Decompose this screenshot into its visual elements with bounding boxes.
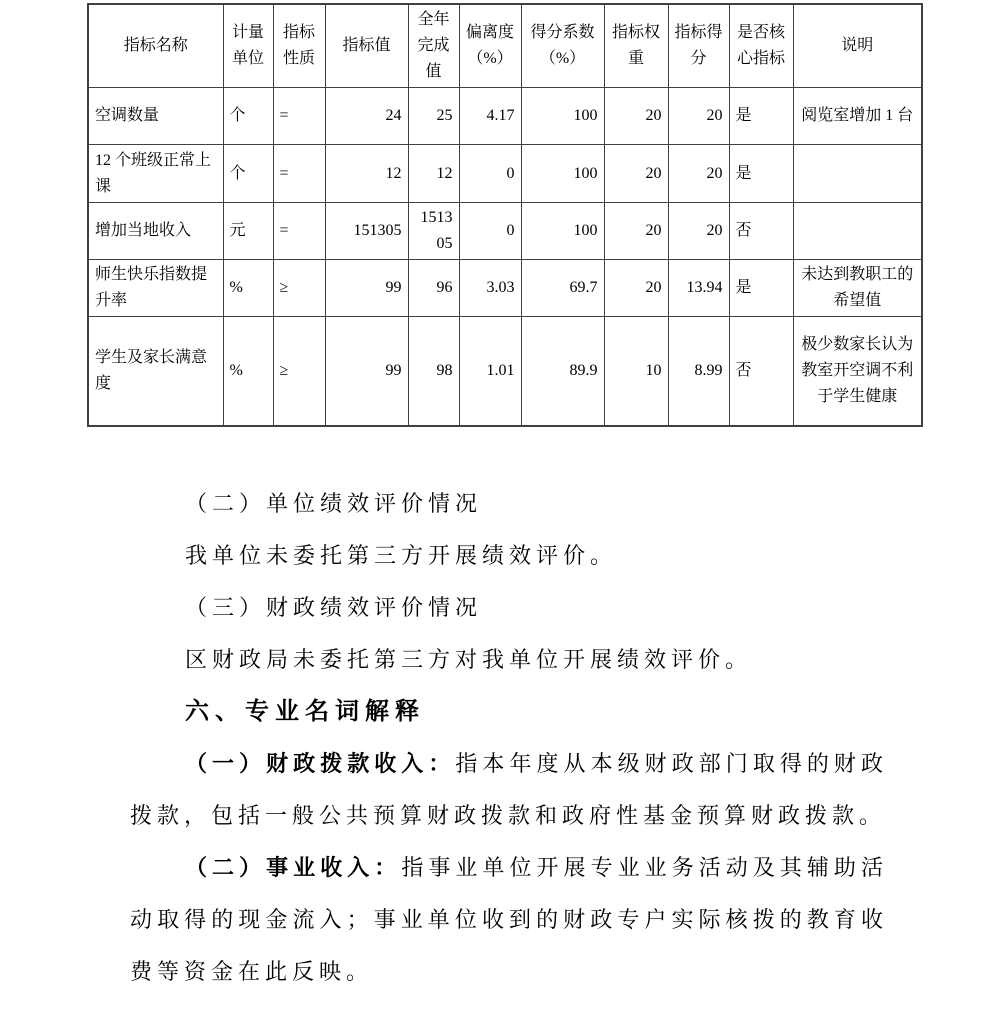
cell-score: 20 [668,88,729,145]
section-3-heading: （三）财政绩效评价情况 [185,595,483,620]
cell-score: 20 [668,145,729,203]
cell-core-indicator: 是 [729,145,793,203]
cell-note: 阅览室增加 1 台 [793,88,922,145]
term-1-lead: （一）财政拨款收入： [185,751,456,776]
term-1-paragraph [130,738,888,842]
cell-core-indicator: 否 [729,203,793,260]
term-1-text: 指本年度从本级财政部门取得的财政拨款，包括一般公共预算财政拨款和政府性基金预算财政拨款。 [130,751,888,828]
cell-indicator-name: 增加当地收入 [88,203,223,260]
table-row [88,88,922,145]
header-score: 指标得分 [668,4,729,88]
cell-nature: ≥ [273,317,325,426]
header-weight: 指标权重 [604,4,668,88]
section-6-heading: 六、专业名词解释 [185,698,425,725]
cell-nature: = [273,88,325,145]
section-2-body: 我单位未委托第三方开展绩效评价。 [185,543,618,568]
cell-deviation: 3.03 [459,260,521,317]
header-target-value: 指标值 [325,4,408,88]
cell-nature: = [273,203,325,260]
cell-weight: 20 [604,260,668,317]
header-nature: 指标性质 [273,4,325,88]
cell-weight: 20 [604,88,668,145]
section-3-body: 区财政局未委托第三方对我单位开展绩效评价。 [185,647,753,672]
cell-indicator-name: 学生及家长满意度 [88,317,223,426]
cell-nature: = [273,145,325,203]
term-2-text: 指事业单位开展专业业务活动及其辅助活动取得的现金流入；事业单位收到的财政专户实际核拨的教育收费等资金在此反映。 [130,855,888,984]
cell-target-value: 151305 [325,203,408,260]
header-note: 说明 [793,4,922,88]
cell-score-coefficient: 100 [521,203,604,260]
cell-score-coefficient: 100 [521,88,604,145]
cell-nature: ≥ [273,260,325,317]
cell-deviation: 4.17 [459,88,521,145]
header-annual-completion: 全年完成值 [408,4,459,88]
cell-completion-value: 98 [408,317,459,426]
cell-indicator-name: 空调数量 [88,88,223,145]
cell-indicator-name: 12 个班级正常上课 [88,145,223,203]
cell-target-value: 99 [325,260,408,317]
section-2-heading: （二）单位绩效评价情况 [185,491,483,516]
cell-target-value: 12 [325,145,408,203]
cell-weight: 20 [604,203,668,260]
performance-indicator-table [87,3,923,427]
cell-score: 8.99 [668,317,729,426]
header-unit: 计量单位 [223,4,273,88]
cell-weight: 10 [604,317,668,426]
table-row [88,260,922,317]
cell-unit: 个 [223,145,273,203]
cell-note: 未达到教职工的希望值 [793,260,922,317]
table-header-row [88,4,922,88]
cell-core-indicator: 是 [729,260,793,317]
table-row [88,317,922,426]
cell-unit: % [223,317,273,426]
cell-note [793,145,922,203]
cell-unit: 元 [223,203,273,260]
cell-deviation: 0 [459,203,521,260]
cell-indicator-name: 师生快乐指数提升率 [88,260,223,317]
cell-core-indicator: 是 [729,88,793,145]
cell-deviation: 1.01 [459,317,521,426]
term-2-paragraph [130,842,888,998]
cell-score: 13.94 [668,260,729,317]
cell-target-value: 99 [325,317,408,426]
cell-deviation: 0 [459,145,521,203]
cell-note: 极少数家长认为教室开空调不利于学生健康 [793,317,922,426]
cell-score-coefficient: 69.7 [521,260,604,317]
cell-unit: % [223,260,273,317]
cell-note [793,203,922,260]
cell-score-coefficient: 100 [521,145,604,203]
cell-target-value: 24 [325,88,408,145]
cell-completion-value: 96 [408,260,459,317]
header-score-coefficient: 得分系数（%） [521,4,604,88]
term-2-lead: （二）事业收入： [185,855,402,880]
header-indicator-name: 指标名称 [88,4,223,88]
cell-core-indicator: 否 [729,317,793,426]
body-text [130,478,888,998]
cell-score: 20 [668,203,729,260]
cell-score-coefficient: 89.9 [521,317,604,426]
cell-weight: 20 [604,145,668,203]
cell-completion-value: 151305 [408,203,459,260]
table-row [88,203,922,260]
cell-unit: 个 [223,88,273,145]
cell-completion-value: 25 [408,88,459,145]
table-row [88,145,922,203]
header-core-indicator: 是否核心指标 [729,4,793,88]
cell-completion-value: 12 [408,145,459,203]
header-deviation: 偏离度（%） [459,4,521,88]
